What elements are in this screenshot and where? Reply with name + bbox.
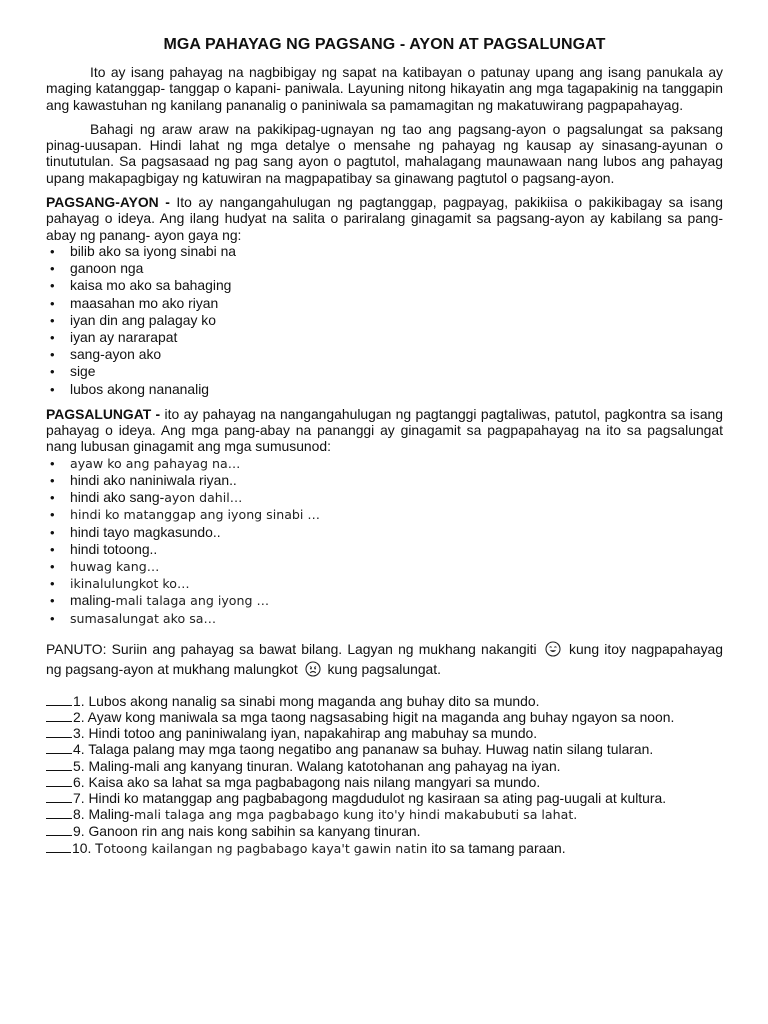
question-number: 3. [73,725,85,742]
answer-blank[interactable] [46,759,72,771]
pagsang-ayon-paragraph [46,194,723,243]
list-item-text: hindi tayo magkasundo.. [70,523,221,540]
list-item: • maasahan mo ako riyan [70,295,723,312]
answer-blank[interactable] [46,807,72,819]
question-number: 2. [73,708,85,725]
question-text: Ayaw kong maniwala sa mga taong nagsasabing higit na maganda ang buhay ngayon sa noon. [84,708,675,725]
question-number: 9. [73,823,85,840]
question-number: 6. [73,773,85,790]
smiley-face-icon [545,641,561,657]
page-title: MGA PAHAYAG NG PAGSANG - AYON AT PAGSALUNGAT [163,36,606,53]
question-text: Ganoon rin ang nais kong sabihin sa kanyang tinuran. [84,823,421,840]
answer-blank[interactable] [46,791,72,803]
question-number: 1. [73,692,85,709]
answer-blank[interactable] [46,824,72,836]
list-item-text-alt: mali talaga ang iyong … [115,593,270,609]
panuto-text-3: kung pagsalungat. [327,660,442,677]
question-item [46,758,723,774]
list-item [70,558,723,575]
answer-blank[interactable] [46,726,72,738]
answer-blank[interactable] [46,742,72,754]
question-item [46,774,723,790]
list-item: • sige [70,363,723,380]
list-item-text-alt: ikinalulungkot ko… [70,576,190,592]
question-item [46,790,723,806]
question-item [46,840,723,857]
list-item: • kaisa mo ako sa bahaging [70,277,723,294]
list-item [70,506,723,523]
list-item-text-alt: hindi ko matanggap ang iyong sinabi … [70,507,321,523]
question-number: 7. [73,789,85,806]
list-item-text-alt: huwag kang… [70,558,160,574]
question-text: Maling-mali ang kanyang tinuran. Walang katotohanan ang pahayag na iyan. [84,757,561,774]
pagsalungat-term: PAGSALUNGAT - [46,405,161,422]
question-text: Hindi totoo ang paniniwalang iyan, napakahirap ang mabuhay sa mundo. [84,725,538,742]
question-text-alt: otoong kailangan ng pagbabago kaya't gawin natin [103,840,428,856]
answer-blank[interactable] [46,694,72,706]
question-number: 10. [72,839,92,856]
question-text: T [91,839,104,856]
question-text: Hindi ko matanggap ang pagbabagong magdudulot ng kasiraan sa ating pag-uugali at kultura. [84,789,667,806]
pagsang-ayon-list [46,243,723,398]
list-item-text: hindi totoong.. [70,540,158,557]
panuto-text-2: kung itoy nagpapahayag ng pagsang-ayon at mukhang malungkot [46,640,724,677]
list-item [70,541,723,558]
list-item: • iyan din ang palagay ko [70,312,723,329]
question-text-end: ito sa tamang paraan. [427,839,566,856]
list-item [70,472,723,489]
list-item [70,592,723,609]
question-list [46,693,723,857]
question-number: 5. [73,757,85,774]
question-text: Maling- [84,806,134,823]
list-item: • ganoon nga [70,260,723,277]
list-item-text-alt: sumasalungat ako sa… [70,610,217,626]
question-item [46,709,723,725]
pagsalungat-paragraph [46,406,723,455]
list-item-text-alt: ayaw ko ang pahayag na… [70,455,241,471]
pagsalungat-definition: ito ay pahayag na nangangahulugan ng pagtanggi pagtaliwas, patutol, pagkontra sa isang pahayag o ideya. Ang mga pang-abay na pananggi ay ginagamit sa pagpapahayag na ito sa pagsalungat nang lubusan ginagamit ang mga sumusunod: [46,405,723,455]
question-item [46,823,723,839]
question-item [46,806,723,823]
question-text-alt: mali talaga ang mga pagbabago kung ito'y hindi makabubuti sa lahat. [134,807,578,823]
question-text: Talaga palang may mga taong negatibo ang pananaw sa buhay. Huwag natin silang tularan. [84,741,654,758]
list-item-text: hindi ako naniniwala riyan.. [70,471,237,488]
answer-blank[interactable] [46,841,71,853]
list-item: • bilib ako sa iyong sinabi na [70,243,723,260]
list-item [70,524,723,541]
list-item-text: hindi ako sang- [70,489,165,506]
list-item [70,610,723,627]
list-item [70,489,723,506]
list-item-text-alt: ayon dahil… [164,490,243,506]
panuto-text-1: PANUTO: Suriin ang pahayag sa bawat bilang. Lagyan ng mukhang nakangiti [46,640,537,657]
document-page [46,36,723,857]
question-text: Lubos akong nanalig sa sinabi mong maganda ang buhay dito sa mundo. [84,692,540,709]
list-item [70,455,723,472]
answer-blank[interactable] [46,710,72,722]
question-item [46,693,723,709]
answer-blank[interactable] [46,775,72,787]
intro-paragraph-1: Ito ay isang pahayag na nagbibigay ng sapat na katibayan o patunay upang ang isang panukala ay maging katanggap- tanggap o kapani- paniwala. Layuning nitong hikayatin ang mga tagapakinig na tanggapin ang kawastuhan ng kanilang pananalig o paniniwala sa pamamagitan ng makatuwirang pagpapahayag. [46,64,723,113]
list-item: • iyan ay nararapat [70,329,723,346]
intro-paragraph-2: Bahagi ng araw araw na pakikipag-ugnayan ng tao ang pagsang-ayon o pagsalungat sa paksang pinag-uusapan. Hindi lahat ng mga detalye o mensahe ng pahayag ng kausap ay sinasang-ayunan o tinututulan. Sa pagsasaad ng pag sang ayon o pagtutol, mahalagang maunawaan nang lubos ang pahayag upang makapagbigay ng katuwiran na magpapatibay sa ginawang pagtutol o pagsang-ayon. [46,120,723,186]
pagsang-ayon-definition: Ito ay nangangahulugan ng pagtanggap, pagpayag, pakikiisa o pakikibagay sa isang pahayag o ideya. Ang ilang hudyat na salita o pariralang ginagamit sa pagsang-ayon ay kabilang sa pang-abay ng panang- ayon gaya ng: [46,194,723,243]
list-item-text: maling- [70,592,116,609]
panuto-instructions [46,639,723,679]
question-number: 8. [73,806,85,823]
pagsalungat-list [46,455,723,627]
pagsang-ayon-term: PAGSANG-AYON - [46,194,170,211]
list-item: • lubos akong nananalig [70,381,723,398]
question-text: Kaisa ako sa lahat sa mga pagbabagong nais nilang mangyari sa mundo. [84,773,541,790]
sad-face-icon [305,661,321,677]
list-item: • sang-ayon ako [70,346,723,363]
question-item [46,741,723,757]
question-item [46,725,723,741]
list-item [70,575,723,592]
question-number: 4. [73,741,85,758]
